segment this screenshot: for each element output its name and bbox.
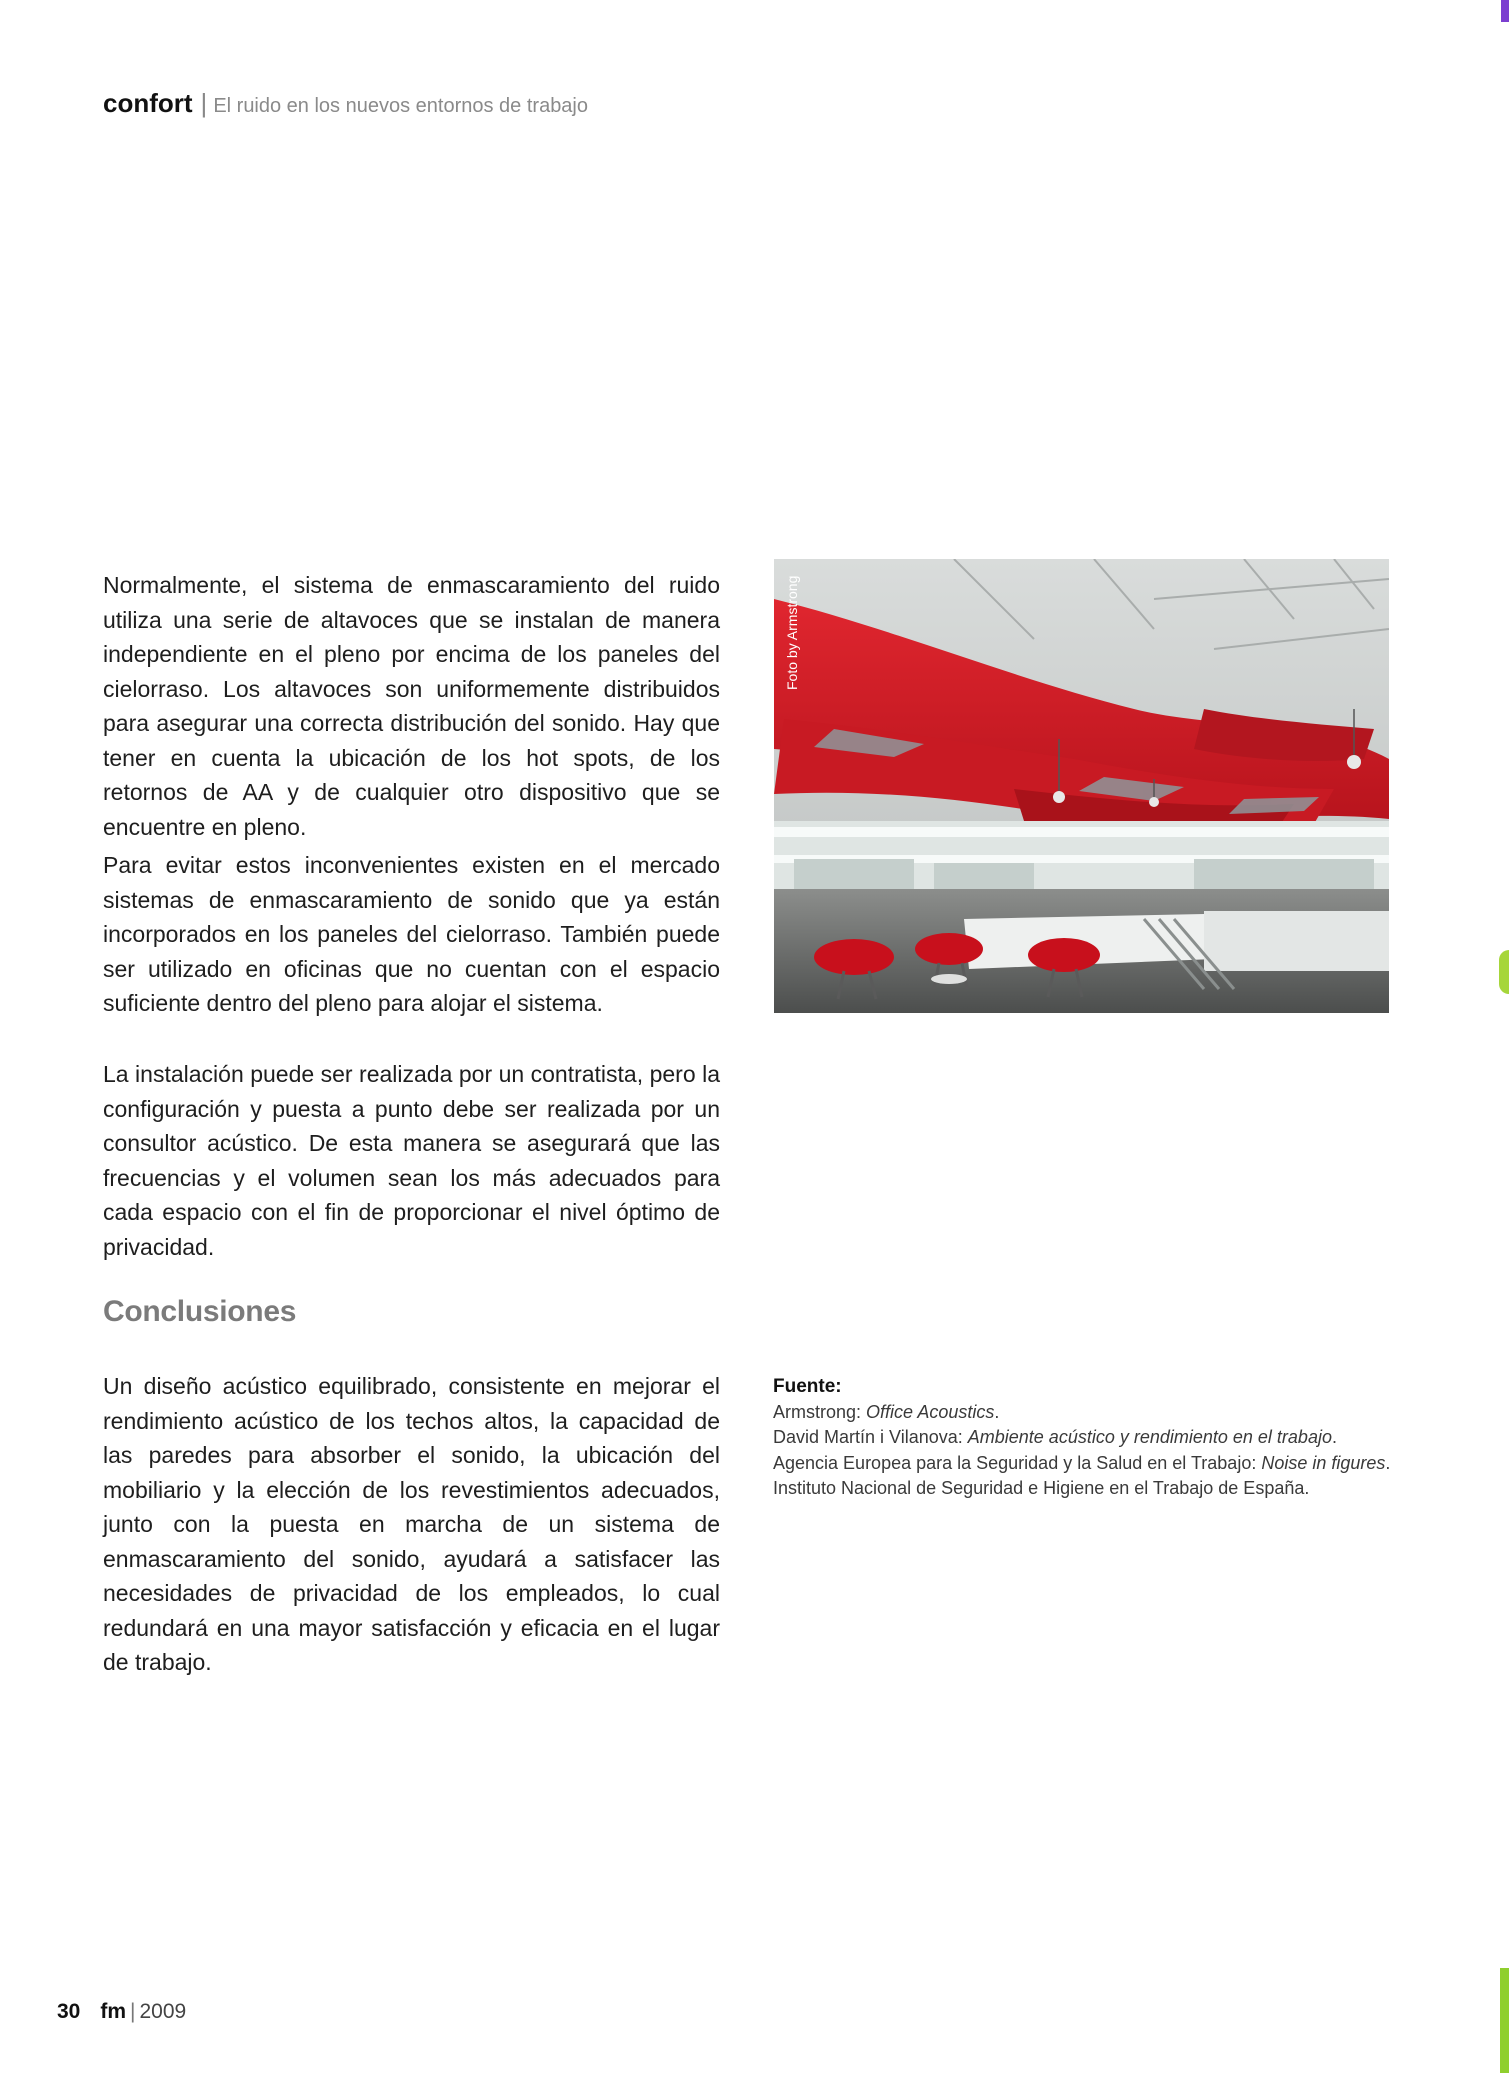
sources-block bbox=[773, 1374, 1413, 1502]
source-suffix: . bbox=[994, 1401, 1000, 1422]
source-item bbox=[773, 1400, 1413, 1426]
body-paragraph-3: La instalación puede ser realizada por un contratista, pero la configuración y puesta a punto debe ser realizada por un consultor acústico. De esta manera se asegurará que las frecuencias y el volumen sean los más adecuados para cada espacio con el fin de proporcionar el nivel óptimo de privacidad. bbox=[103, 1061, 720, 1260]
page-number: 30 bbox=[57, 2000, 81, 2023]
source-work: Ambiente acústico y rendimiento en el trabajo bbox=[967, 1427, 1332, 1447]
running-head bbox=[103, 86, 588, 123]
source-author: Armstrong: bbox=[773, 1401, 867, 1422]
footer-separator: | bbox=[130, 2000, 136, 2023]
body-paragraph-2: Para evitar estos inconvenientes existen en el mercado sistemas de enmascaramiento de sonido que ya están incorporados en los paneles del cielorraso. También puede ser utilizado en oficinas que no cuentan con el espacio suficiente dentro del pleno para alojar el sistema. bbox=[103, 852, 720, 1016]
sources-title: Fuente: bbox=[773, 1376, 842, 1397]
office-photo-illustration bbox=[774, 559, 1389, 1013]
section-name: confort bbox=[103, 88, 193, 118]
issue-year: 2009 bbox=[139, 2000, 187, 2023]
source-suffix: . bbox=[1385, 1452, 1391, 1473]
source-item bbox=[773, 1425, 1413, 1451]
source-work: Office Acoustics bbox=[866, 1401, 995, 1422]
page-footer bbox=[57, 1998, 186, 2026]
source-author: David Martín i Vilanova: bbox=[773, 1427, 968, 1447]
heading-conclusions: Conclusiones bbox=[103, 1295, 297, 1328]
body-paragraph-1: Normalmente, el sistema de enmascaramiento del ruido utiliza una serie de altavoces que se instalan de manera independiente en el pleno por encima de los paneles del cielorraso. Los altavoces son uniformemente distribuidos para asegurar una correcta distribución del sonido. Hay que tener en cuenta la ubicación de los hot spots, de los retornos de AA y de cualquier otro dispositivo que se encuentre en pleno. bbox=[103, 572, 720, 840]
office-photo bbox=[774, 559, 1389, 1013]
source-item bbox=[773, 1451, 1413, 1477]
source-author: Agencia Europea para la Seguridad y la Salud en el Trabajo: bbox=[773, 1452, 1262, 1473]
source-suffix: . bbox=[1331, 1427, 1337, 1447]
body-paragraph-4: Un diseño acústico equilibrado, consistente en mejorar el rendimiento acústico de los techos altos, la capacidad de las paredes para absorber el sonido, la ubicación del mobiliario y la elección de los revestimientos adecuados, junto con la puesta en marcha de un sistema de enmascaramiento del sonido, ayudará a satisfacer las necesidades de privacidad de los empleados, lo cual redundará en una mayor satisfacción y eficacia en el lugar de trabajo. bbox=[103, 1373, 720, 1675]
accent-bar-bottom bbox=[1500, 1968, 1509, 2073]
source-author: Instituto Nacional de Seguridad e Higiene en el Trabajo de España. bbox=[773, 1478, 1310, 1498]
header-topic: El ruido en los nuevos entornos de trabajo bbox=[213, 95, 588, 117]
source-item bbox=[773, 1476, 1413, 1502]
magazine-name: fm bbox=[100, 2000, 127, 2023]
photo-credit: Foto by Armstrong bbox=[784, 575, 800, 690]
accent-tab-mid bbox=[1499, 950, 1509, 994]
header-separator: | bbox=[200, 88, 208, 118]
source-work: Noise in figures bbox=[1261, 1452, 1386, 1473]
accent-bar-top bbox=[1501, 0, 1509, 22]
